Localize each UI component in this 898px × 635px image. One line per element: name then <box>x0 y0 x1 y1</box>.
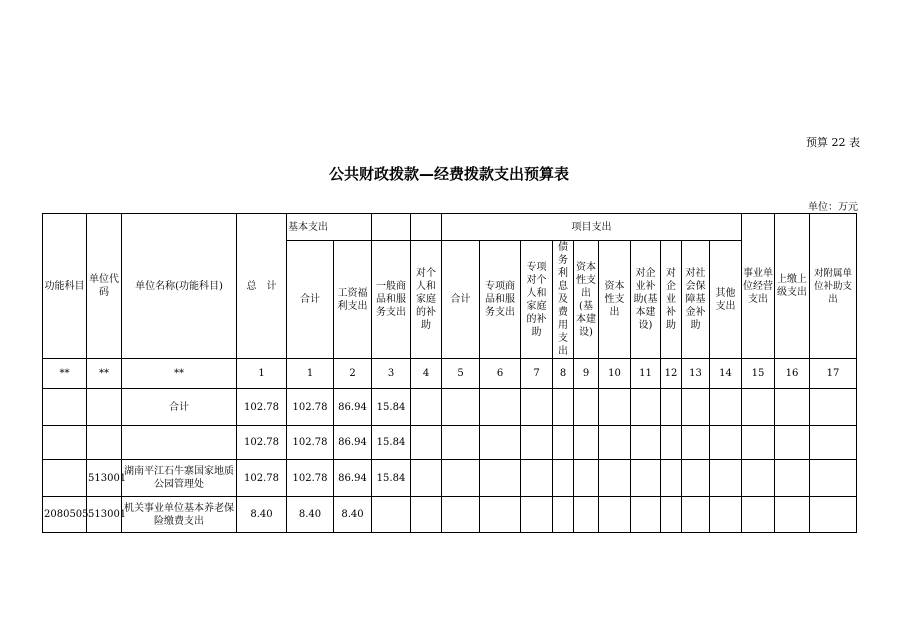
index-cell: 9 <box>574 359 599 389</box>
cell-value <box>411 389 442 426</box>
header-zxsp: 专项商品和服务支出 <box>480 241 521 359</box>
cell-value <box>372 497 411 533</box>
header-dgr: 对个人和家庭的补助 <box>411 241 442 359</box>
cell-value <box>442 389 480 426</box>
cell-value <box>574 497 599 533</box>
cell-value <box>599 426 631 460</box>
header-dfsdw: 对附属单位补助支出 <box>810 214 857 359</box>
cell-value <box>480 497 521 533</box>
header-xm-hj: 合计 <box>442 241 480 359</box>
cell-value <box>553 389 574 426</box>
cell-value: 15.84 <box>372 389 411 426</box>
cell-value <box>553 497 574 533</box>
index-cell: 17 <box>810 359 857 389</box>
index-cell: 14 <box>710 359 742 389</box>
header-sjsj: 上缴上级支出 <box>775 214 810 359</box>
header-zbxjs: 资本性支出(基本建设) <box>574 241 599 359</box>
index-cell: 3 <box>372 359 411 389</box>
index-cell: ** <box>87 359 122 389</box>
index-cell: 16 <box>775 359 810 389</box>
header-zxdgr: 专项对个人和家庭的补助 <box>521 241 553 359</box>
cell-dwmc: 湖南平江石牛寨国家地质公园管理处 <box>122 460 237 497</box>
index-cell: ** <box>122 359 237 389</box>
cell-value <box>631 497 661 533</box>
cell-value <box>810 389 857 426</box>
table-row <box>43 497 857 533</box>
cell-value <box>775 426 810 460</box>
header-qtzc: 其他支出 <box>710 241 742 359</box>
header-ybsp: 一般商品和服务支出 <box>372 241 411 359</box>
cell-value <box>661 426 682 460</box>
cell-value: 86.94 <box>334 460 372 497</box>
table-row <box>43 460 857 497</box>
cell-value <box>742 389 775 426</box>
index-cell: 5 <box>442 359 480 389</box>
cell-dwdm <box>87 426 122 460</box>
header-dqybjs: 对企业补助(基本建设) <box>631 241 661 359</box>
cell-value <box>553 460 574 497</box>
cell-value <box>574 460 599 497</box>
header-blank <box>411 214 442 241</box>
cell-value <box>682 426 710 460</box>
cell-value: 102.78 <box>287 389 334 426</box>
table-row <box>43 426 857 460</box>
table-number: 预算 22 表 <box>806 136 860 149</box>
cell-value <box>742 460 775 497</box>
header-xmzc: 项目支出 <box>442 214 742 241</box>
cell-value <box>521 389 553 426</box>
cell-value <box>521 460 553 497</box>
cell-value <box>682 389 710 426</box>
cell-value <box>411 460 442 497</box>
header-zj: 总 计 <box>237 214 287 359</box>
cell-value <box>480 389 521 426</box>
cell-value <box>710 426 742 460</box>
cell-gnkm: 2080505 <box>43 497 87 533</box>
page-title: 公共财政拨款—经费拨款支出预算表 <box>328 165 569 183</box>
index-row <box>43 359 857 389</box>
cell-value <box>480 426 521 460</box>
cell-value <box>710 497 742 533</box>
header-dwmc: 单位名称(功能科目) <box>122 214 237 359</box>
cell-value: 15.84 <box>372 426 411 460</box>
cell-value <box>661 497 682 533</box>
header-dwdm: 单位代码 <box>87 214 122 359</box>
cell-value <box>742 497 775 533</box>
header-gzfl: 工资福利支出 <box>334 241 372 359</box>
header-gnkm: 功能科目 <box>43 214 87 359</box>
index-cell: 15 <box>742 359 775 389</box>
index-cell: 6 <box>480 359 521 389</box>
cell-value: 102.78 <box>287 460 334 497</box>
cell-value <box>631 460 661 497</box>
index-cell: 13 <box>682 359 710 389</box>
budget-table <box>42 213 857 533</box>
cell-value <box>661 389 682 426</box>
cell-dwmc <box>122 426 237 460</box>
header-zwlx: 债务利息及费用支出 <box>553 241 574 359</box>
cell-value <box>775 460 810 497</box>
cell-gnkm <box>43 389 87 426</box>
cell-value <box>442 460 480 497</box>
cell-value <box>682 460 710 497</box>
index-cell: 2 <box>334 359 372 389</box>
header-sydw: 事业单位经营支出 <box>742 214 775 359</box>
cell-value <box>599 460 631 497</box>
cell-value <box>810 426 857 460</box>
cell-value <box>810 460 857 497</box>
index-cell: 4 <box>411 359 442 389</box>
cell-value: 102.78 <box>237 389 287 426</box>
header-zbx: 资本性支出 <box>599 241 631 359</box>
cell-value <box>599 389 631 426</box>
index-cell: 11 <box>631 359 661 389</box>
cell-value <box>574 426 599 460</box>
header-blank <box>372 214 411 241</box>
index-cell: 12 <box>661 359 682 389</box>
index-cell: 7 <box>521 359 553 389</box>
index-cell: 1 <box>237 359 287 389</box>
cell-value: 102.78 <box>237 460 287 497</box>
cell-value <box>682 497 710 533</box>
index-cell: 1 <box>287 359 334 389</box>
index-cell: ** <box>43 359 87 389</box>
cell-value <box>442 497 480 533</box>
index-cell: 8 <box>553 359 574 389</box>
cell-dwmc: 机关事业单位基本养老保险缴费支出 <box>122 497 237 533</box>
cell-value <box>599 497 631 533</box>
cell-value <box>631 426 661 460</box>
cell-value: 102.78 <box>237 426 287 460</box>
cell-value <box>553 426 574 460</box>
cell-value <box>411 426 442 460</box>
cell-dwmc: 合计 <box>122 389 237 426</box>
header-dqy: 对企业补助 <box>661 241 682 359</box>
cell-value <box>480 460 521 497</box>
cell-value <box>411 497 442 533</box>
cell-value <box>631 389 661 426</box>
cell-value <box>521 497 553 533</box>
cell-value <box>521 426 553 460</box>
cell-value: 86.94 <box>334 426 372 460</box>
table-row <box>43 389 857 426</box>
cell-dwdm: 513001 <box>87 497 122 533</box>
cell-value <box>710 460 742 497</box>
cell-value <box>742 426 775 460</box>
cell-value <box>661 460 682 497</box>
header-jbzc: 基本支出 <box>287 214 372 241</box>
header-jb-hj: 合计 <box>287 241 334 359</box>
cell-value: 8.40 <box>287 497 334 533</box>
cell-value: 102.78 <box>287 426 334 460</box>
cell-value <box>810 497 857 533</box>
cell-value: 86.94 <box>334 389 372 426</box>
cell-value: 15.84 <box>372 460 411 497</box>
cell-value <box>442 426 480 460</box>
unit-label: 单位：万元 <box>808 202 858 213</box>
cell-value: 8.40 <box>334 497 372 533</box>
cell-gnkm <box>43 426 87 460</box>
cell-value <box>710 389 742 426</box>
header-dshbz: 对社会保障基金补助 <box>682 241 710 359</box>
index-cell: 10 <box>599 359 631 389</box>
cell-dwdm <box>87 389 122 426</box>
cell-value <box>574 389 599 426</box>
cell-value: 8.40 <box>237 497 287 533</box>
cell-gnkm <box>43 460 87 497</box>
cell-value <box>775 389 810 426</box>
cell-dwdm: 513001 <box>87 460 122 497</box>
cell-value <box>775 497 810 533</box>
